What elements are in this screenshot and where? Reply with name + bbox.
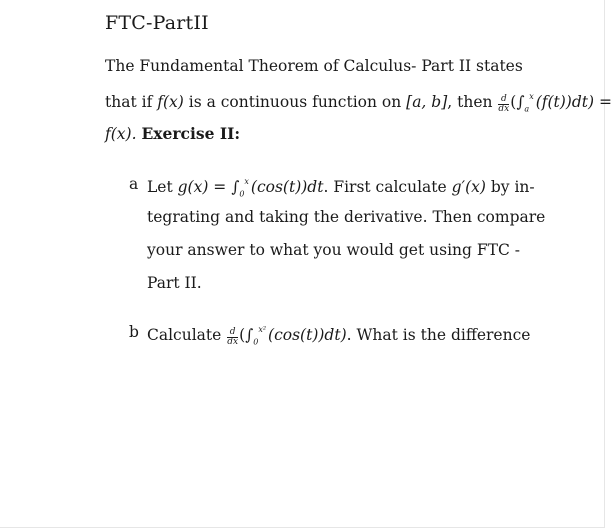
item-a-integrand: (cos(t))dt	[250, 178, 324, 197]
item-a-line-2: tegrating and taking the derivative. Then compare	[147, 208, 546, 226]
integral-lower: 0	[239, 189, 245, 199]
item-b-integrand: (cos(t))dt)	[268, 326, 347, 345]
item-a-line-3: your answer to what you would get using FTC -	[147, 241, 520, 259]
item-a-gprime: g′(x)	[451, 178, 486, 197]
integral-lower: a	[524, 104, 530, 114]
item-a-marker: a	[129, 175, 139, 193]
item-b-open-paren: (	[239, 326, 246, 345]
item-a-end: by in-	[485, 178, 535, 197]
integral-upper: x	[244, 177, 249, 186]
integral-upper: x²	[258, 325, 267, 334]
item-b-marker: b	[129, 323, 139, 341]
item-b-derivative-operator	[227, 328, 238, 347]
integral-upper: x	[529, 92, 534, 101]
item-a-integral-sign	[231, 174, 249, 204]
item-a-prefix: Let	[147, 178, 178, 197]
item-a-line-1	[147, 174, 535, 204]
item-b-integral-sign	[245, 322, 266, 352]
integral-lower: 0	[253, 337, 259, 347]
intro-line-1	[105, 56, 523, 76]
intro-then: , then	[447, 93, 498, 112]
integrand: (f(t))dt) =	[535, 93, 612, 112]
item-b-line-1	[147, 322, 530, 352]
integral-symbol: ∫	[516, 93, 525, 112]
item-b-end: . What is the difference	[346, 326, 531, 345]
intro-prefix: that if	[105, 93, 158, 112]
item-a-line-4: Part II.	[147, 274, 202, 292]
derivative-denominator: dx	[227, 337, 239, 348]
integral-sign	[516, 89, 533, 119]
intro-line-3	[105, 124, 240, 144]
derivative-denominator: dx	[498, 104, 510, 115]
derivative-numerator: d	[227, 328, 238, 338]
item-b-prefix: Calculate	[147, 326, 227, 345]
intro-line-2	[105, 89, 612, 119]
integral-symbol: ∫	[245, 326, 254, 345]
item-a-func: g(x) =	[177, 178, 232, 197]
document-title: FTC-PartII	[105, 12, 209, 34]
exercise-heading: Exercise II:	[141, 124, 241, 143]
derivative-numerator: d	[498, 95, 509, 105]
math-interval: [a, b]	[406, 93, 448, 112]
derivative-operator	[498, 95, 509, 114]
open-paren: (	[510, 93, 517, 112]
math-result: f(x).	[105, 125, 137, 143]
integral-symbol: ∫	[231, 178, 240, 197]
intro-mid: is a continuous function on	[183, 93, 407, 112]
item-a-rest: . First calculate	[323, 178, 452, 197]
intro-text-1: The Fundamental Theorem of Calculus- Part II states	[105, 57, 523, 75]
math-fx: f(x)	[157, 93, 184, 112]
